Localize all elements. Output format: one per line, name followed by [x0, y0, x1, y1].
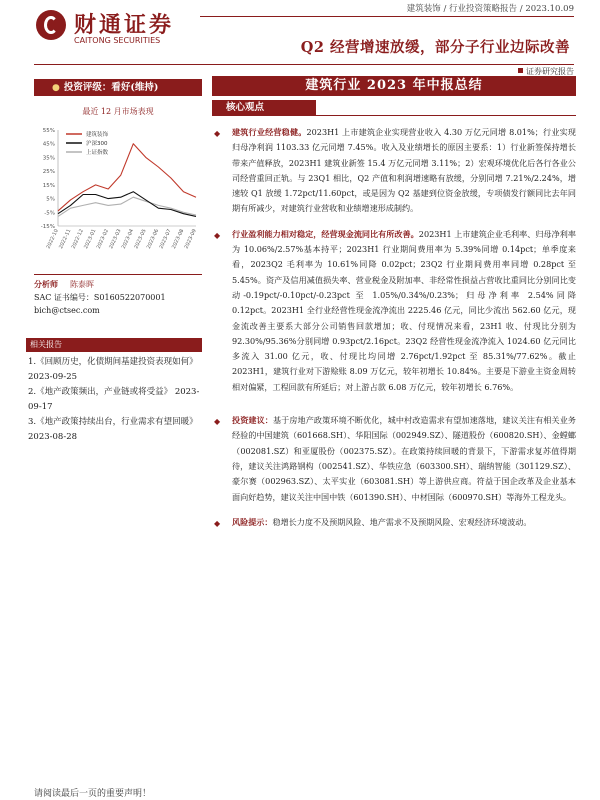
related-report[interactable]: [28, 415, 202, 444]
badge-icon: ●: [52, 83, 60, 93]
paragraph-text: 2023H1 上市建筑企业实现营业收入 4.30 万亿元同增 8.01%；行业实现归母净利润 1103.33 亿元同增 7.45%。收入及业绩增长的原因主要系：1）行业新签保持增长带来产值释放，2023H1 建筑业新签 15.4 万亿元同增 3.11%；2）宏观环境优化后各行各业公司经营重回正轨。与 23Q1 相比，Q2 产值和利润增速略有放缓，分别同增 7.21%/2.24%，增速较 Q1 放缓 1.72pct/11.60pct，或是因为 Q2 基建到位资金放缓，专项债发行额同比去年同期有所减少，对建筑行业营收和业绩增速形成制约。: [232, 127, 576, 214]
report-subtitle: Q2 经营增速放缓，部分子行业边际改善: [300, 39, 570, 56]
report-title: 建筑行业 2023 年中报总结: [212, 76, 576, 96]
y-tick-label: 55%: [42, 128, 55, 134]
logo-english-name: CAITONG SECURITIES: [74, 36, 161, 45]
related-report-date: 2023-09-25: [28, 371, 78, 382]
core-view-label: 核心观点: [212, 100, 316, 116]
y-tick-label: 15%: [42, 182, 55, 189]
paragraph-lead: 风险提示：: [232, 516, 273, 527]
diamond-bullet-icon: ◆: [214, 230, 221, 240]
square-icon: [518, 68, 523, 73]
x-tick-label: 2023-04: [120, 228, 136, 250]
report-meta: 建筑装饰 / 行业投资策略报告 / 2023.10.09: [406, 4, 574, 14]
diamond-bullet-icon: ◆: [214, 417, 221, 427]
research-tag-label: 证券研究报告: [526, 67, 574, 76]
related-report-date: 2023-09-17: [28, 387, 200, 412]
related-report[interactable]: [28, 385, 202, 414]
logo-icon: [36, 10, 66, 40]
related-report-title: 3.《地产政策持续出台，行业需求有望回暖》: [28, 417, 198, 427]
title-divider: [34, 64, 574, 65]
legend-label: 建筑装饰: [86, 132, 109, 138]
y-tick-label: 35%: [42, 155, 55, 162]
related-report-title: 1.《回顾历史，化债期间基建投资表现如何》: [28, 357, 198, 367]
x-tick-label: 2023-03: [108, 228, 123, 250]
x-tick-label: 2022-10: [45, 228, 60, 250]
diamond-bullet-icon: ◆: [214, 129, 221, 138]
paragraph-operations: [214, 125, 576, 217]
x-tick-label: 2023-02: [95, 228, 110, 250]
paragraph-text: 2023H1 上市建筑企业毛利率、归母净利率为 10.06%/2.57%基本持平；2023H1 行业期间费用率为 5.39%同增 0.14pct；单季度来看，2023Q2 毛利率为 10.61%同降 0.02pct；23Q2 行业期间费用率同增 0.28pct 至 5.45%。资产及信用减值损失率、营业税金及附加率、非经常性损益占营收比重同比分别同比变动-0.19pct/-0.10pct/-0.23pct 至 1.05%/0.34%/0.23%；归母净利率 2.54%同降 0.12pct。2023H1 全行业经营性现金流净流出 2225.46 亿元，同比少流出 562.60 亿元，现金流改善主要系大部分公司销售回款增加；收、付现情况来看，23H1 收、付现比分别为 92.30%/95.36%分别同增 0.93pct/2.16pct。23Q2 经营性现金流净流入 1024.60 亿元同比多流入 31.00 亿元，收、付现比均同增 2.76pct/1.92pct 至 85.31%/77.62%。截止 2023H1，建筑行业对下游赊账 8.09 万亿元，较年初增长 10.84%。主要是下游业主资金周转相对偏紧，工程回款有所延后；对上游占款 6.08 万亿元，较年初增长 6.76%。: [232, 228, 576, 392]
y-tick-label: 5%: [46, 196, 55, 203]
series-line: [58, 197, 196, 216]
sidebar-divider: [34, 274, 202, 275]
paragraph-lead: 行业盈利能力相对稳定，经营现金流同比有所改善。: [232, 228, 419, 239]
disclaimer-footer: 请阅读最后一页的重要声明！: [34, 789, 152, 799]
legend-label: 沪深300: [86, 141, 108, 147]
legend-label: 上证指数: [86, 150, 109, 156]
y-tick-label: 25%: [42, 169, 55, 176]
x-tick-label: 2023-01: [83, 228, 98, 250]
x-tick-label: 2023-07: [158, 228, 173, 250]
rating-bar: [34, 79, 202, 96]
related-report-title: 2.《地产政策频出，产业链或将受益》: [28, 387, 173, 397]
paragraph-profitability: [214, 227, 576, 395]
sac-number: SAC 证书编号：S0160522070001: [34, 293, 166, 302]
core-view-rule: [316, 115, 576, 116]
paragraph-risk: [214, 515, 576, 530]
related-reports-list: [28, 355, 202, 445]
x-tick-label: 2023-05: [133, 228, 148, 250]
paragraph-text: 稳增长力度不及预期风险、地产需求不及预期风险、宏观经济环境波动。: [272, 516, 532, 527]
paragraph-text: 基于房地产政策环境不断优化，城中村改造需求有望加速落地，建议关注有相关业务经验的中国建筑（601668.SH）、华阳国际（002949.SZ）、隧道股份（600820.SH）、金螳螂（002081.SZ）和亚厦股份（002375.SZ）。在政策持续回暖的背景下，下游需求复苏值得期待，建议关注鸿路钢构（002541.SZ）、华铁应急（603300.SH）、瑞纳智能（301129.SZ）、豪尔赛（002963.SZ）、太平实业（603081.SH）等上游供应商。符益于国企改革及企业基本面向好趋势，建议关注中国中铁（601390.SH）、中材国际（600970.SH）等海外工程龙头。: [232, 415, 576, 502]
rating-label: 投资评级：看好(维持): [63, 82, 159, 93]
core-view-body: [214, 125, 576, 530]
x-tick-label: 2023-06: [145, 228, 161, 250]
related-reports-header: 相关报告: [26, 338, 202, 352]
x-tick-label: 2022-11: [58, 228, 73, 250]
y-tick-label: -5%: [44, 210, 55, 217]
analyst-name: 陈泰晖: [70, 280, 94, 289]
paragraph-lead: 建筑行业经营稳健。: [232, 127, 307, 137]
related-report-date: 2023-08-28: [28, 431, 78, 442]
series-line: [58, 192, 196, 217]
core-view-header: [212, 100, 576, 116]
y-tick-label: -15%: [40, 224, 55, 230]
paragraph-lead: 投资建议：: [232, 415, 273, 426]
chart-title: 最近 12 月市场表现: [82, 107, 154, 116]
x-tick-label: 2023-09: [183, 228, 198, 250]
x-tick-label: 2023-08: [170, 228, 186, 250]
diamond-bullet-icon: ◆: [214, 518, 221, 528]
x-tick-label: 2022-12: [70, 228, 85, 250]
logo-chinese-name: 财通证券: [74, 13, 175, 38]
analyst-block: [34, 278, 202, 317]
y-tick-label: 45%: [42, 141, 55, 148]
paragraph-investment-advice: [214, 413, 576, 505]
company-logo: [36, 8, 186, 48]
analyst-email[interactable]: bich@ctsec.com: [34, 306, 100, 315]
market-performance-chart: [34, 120, 202, 266]
related-report[interactable]: [28, 355, 202, 384]
analyst-label: 分析师: [34, 279, 58, 289]
header-divider: [200, 16, 574, 17]
